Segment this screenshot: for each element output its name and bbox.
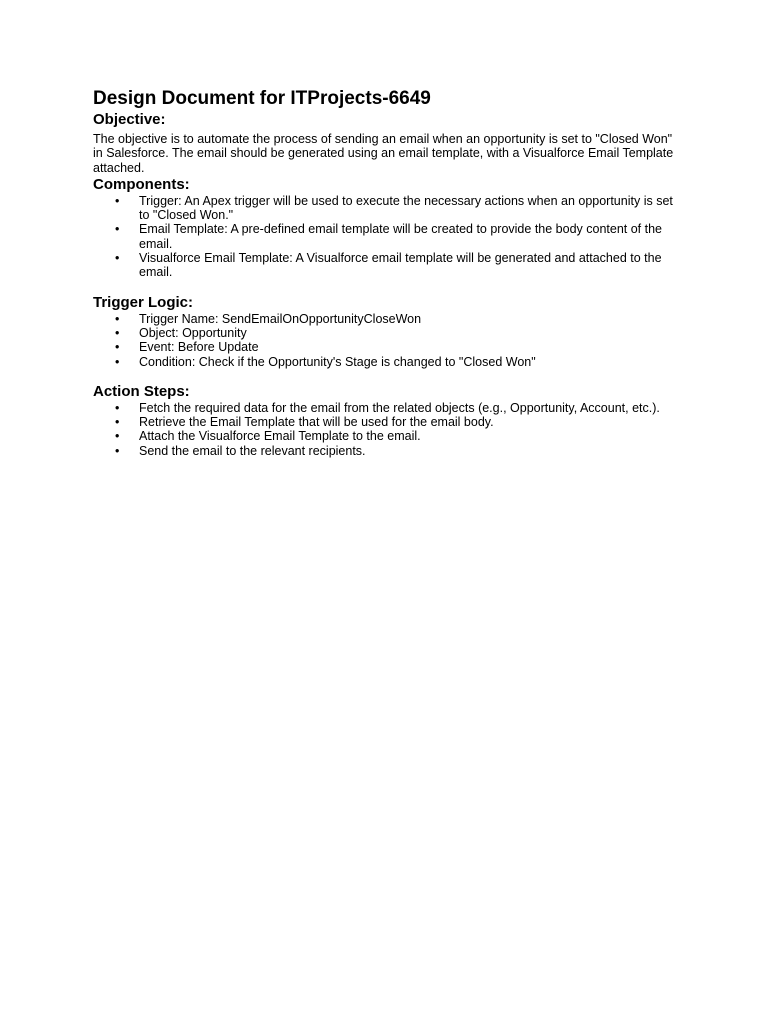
bullet-icon: • bbox=[115, 429, 120, 444]
list-item bbox=[93, 194, 678, 223]
list-item-text: Attach the Visualforce Email Template to the email. bbox=[139, 429, 421, 444]
list-item-text: Fetch the required data for the email from the related objects (e.g., Opportunity, Account, etc.). bbox=[139, 400, 660, 415]
objective-text: The objective is to automate the process of sending an email when an opportunity is set to "Closed Won" in Salesforce. The email should be generated using an email template, with a Visualforce Email Template attached. bbox=[93, 132, 674, 175]
list-item bbox=[93, 444, 678, 458]
trigger-logic-list bbox=[93, 312, 678, 369]
list-item-text: Object: Opportunity bbox=[139, 325, 247, 340]
bullet-icon: • bbox=[115, 443, 120, 458]
list-item bbox=[93, 415, 678, 429]
list-item-text: Trigger: An Apex trigger will be used to execute the necessary actions when an opportunity is set to "Closed Won." bbox=[139, 193, 673, 223]
list-item-text: Trigger Name: SendEmailOnOpportunityCloseWon bbox=[139, 311, 422, 326]
list-item bbox=[93, 326, 678, 340]
components-heading: Components: bbox=[93, 175, 190, 193]
list-item-text: Send the email to the relevant recipients. bbox=[139, 443, 366, 458]
trigger-logic-heading: Trigger Logic: bbox=[93, 293, 194, 311]
bullet-icon: • bbox=[115, 415, 120, 430]
list-item bbox=[93, 355, 678, 369]
objective-heading: Objective: bbox=[93, 111, 166, 128]
list-item bbox=[93, 429, 678, 443]
list-item-text: Email Template: A pre-defined email template will be created to provide the body content of the email. bbox=[139, 222, 662, 251]
bullet-icon: • bbox=[115, 222, 120, 237]
list-item-text: Retrieve the Email Template that will be used for the email body. bbox=[139, 415, 494, 430]
bullet-icon: • bbox=[115, 340, 120, 355]
list-item-text: Event: Before Update bbox=[139, 340, 259, 355]
bullet-icon: • bbox=[115, 325, 120, 340]
list-item-text: Visualforce Email Template: A Visualforce email template will be generated and attached to the email. bbox=[139, 251, 662, 280]
list-item bbox=[93, 222, 678, 251]
bullet-icon: • bbox=[115, 193, 120, 208]
list-item bbox=[93, 251, 678, 280]
bullet-icon: • bbox=[115, 251, 120, 266]
document-title: Design Document for ITProjects-6649 bbox=[93, 88, 431, 109]
list-item bbox=[93, 401, 678, 415]
list-item-text: Condition: Check if the Opportunity's Stage is changed to "Closed Won" bbox=[139, 354, 536, 369]
list-item bbox=[93, 340, 678, 354]
bullet-icon: • bbox=[115, 311, 120, 326]
action-steps-heading: Action Steps: bbox=[93, 382, 190, 400]
list-item bbox=[93, 312, 678, 326]
components-list bbox=[93, 194, 678, 280]
bullet-icon: • bbox=[115, 400, 120, 415]
action-steps-list bbox=[93, 401, 678, 458]
bullet-icon: • bbox=[115, 354, 120, 369]
